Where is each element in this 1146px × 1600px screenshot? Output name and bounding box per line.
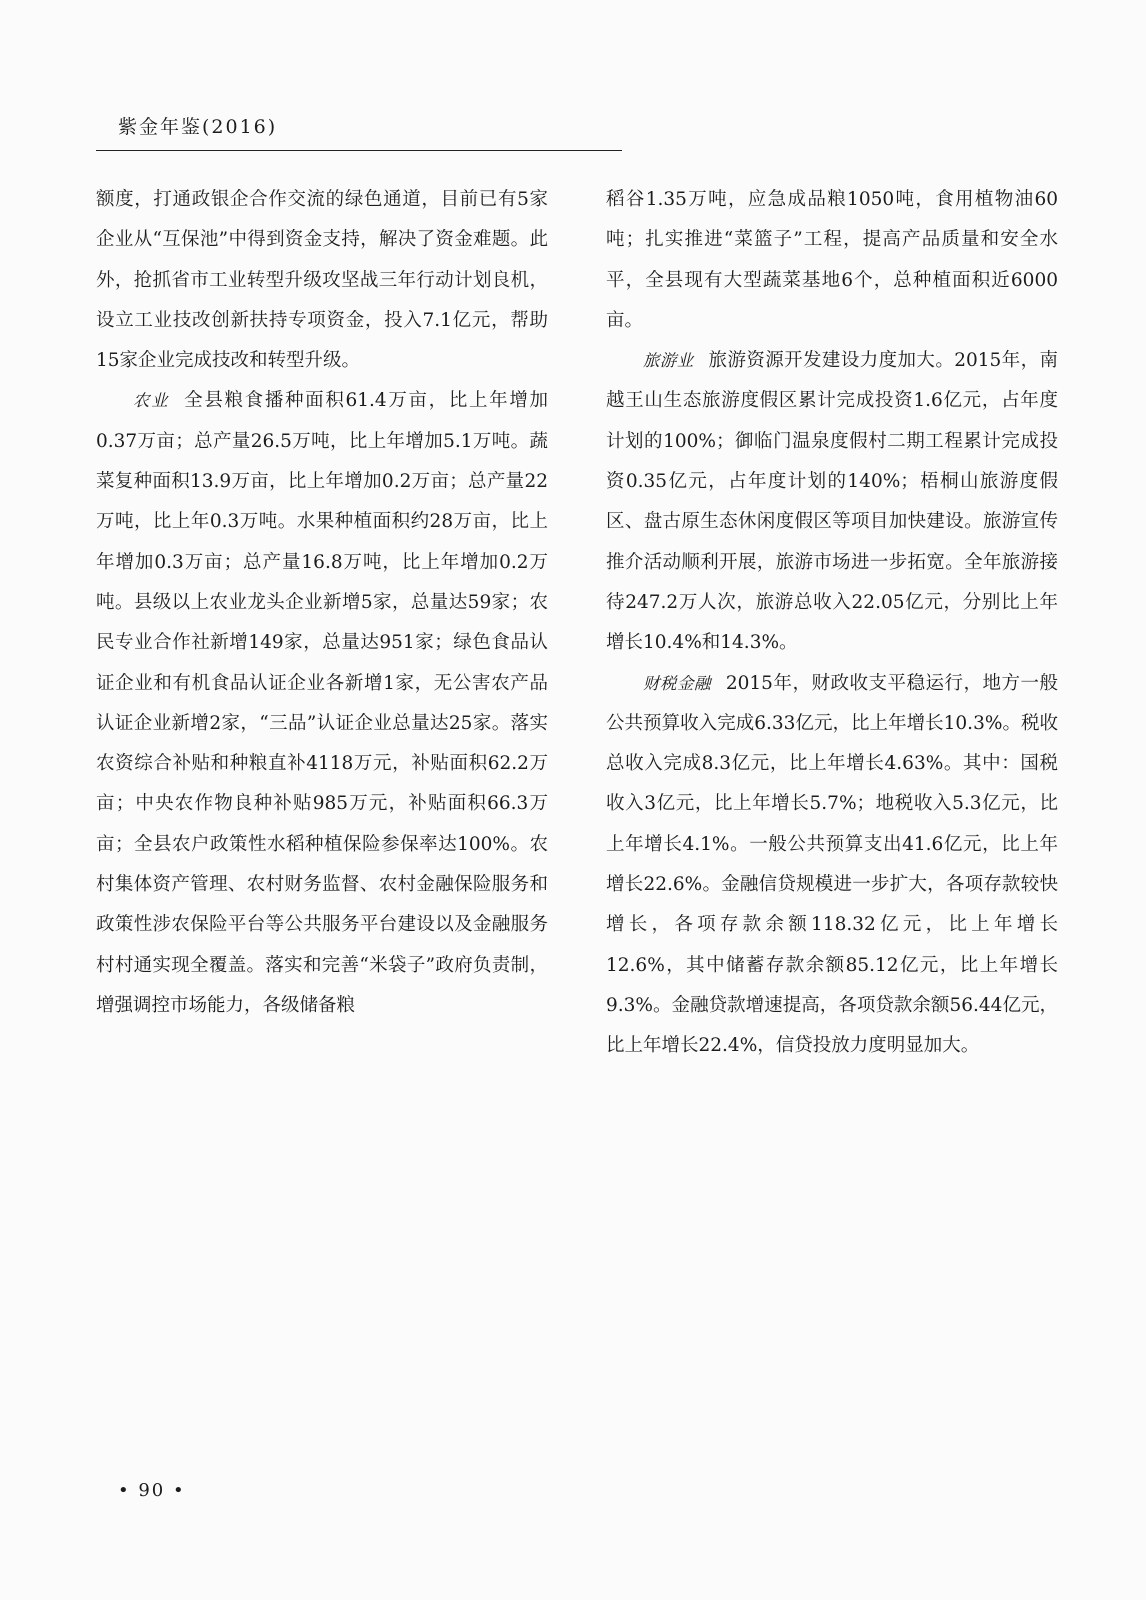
- section-label-tourism: 旅游业: [643, 351, 694, 371]
- agriculture-text: 全县粮食播种面积61.4万亩，比上年增加0.37万亩；总产量26.5万吨，比上年增加5.1万吨。蔬菜复种面积13.9万亩，比上年增加0.2万亩；总产量22万吨，比上年0.3万吨。水果种植面积约28万亩，比上年增加0.3万亩；总产量16.8万吨，比上年增加0.2万吨。县级以上农业龙头企业新增5家，总量达59家；农民专业合作社新增149家，总量达951家；绿色食品认证企业和有机食品认证企业各新增1家，无公害农产品认证企业新增2家，“三品”认证企业总量达25家。落实农资综合补贴和种粮直补4118万元，补贴面积62.2万亩；中央农作物良种补贴985万元，补贴面积66.3万亩；全县农户政策性水稻种植保险参保率达100%。农村集体资产管理、农村财务监督、农村金融保险服务和政策性涉农保险平台等公共服务平台建设以及金融服务村村通实现全覆盖。落实和完善“米袋子”政府负责制，增强调控市场能力，各级储备粮: [96, 390, 548, 1016]
- paragraph-continued-left: 额度，打通政银企合作交流的绿色通道，目前已有5家企业从“互保池”中得到资金支持，解决了资金难题。此外，抢抓省市工业转型升级攻坚战三年行动计划良机，设立工业技改创新扶持专项资金，投入7.1亿元，帮助15家企业完成技改和转型升级。: [96, 189, 548, 372]
- page-number: • 90 •: [118, 1480, 186, 1501]
- paragraph-tourism: [606, 341, 1058, 663]
- paragraph-finance: [606, 664, 1058, 1067]
- header-rule: [96, 150, 622, 151]
- section-label-finance: 财税金融: [643, 673, 712, 693]
- section-label-agriculture: 农业: [133, 391, 170, 411]
- tourism-text: 旅游资源开发建设力度加大。2015年，南越王山生态旅游度假区累计完成投资1.6亿元，占年度计划的100%；御临门温泉度假村二期工程累计完成投资0.35亿元，占年度计划的140%；梧桐山旅游度假区、盘古原生态休闲度假区等项目加快建设。旅游宣传推介活动顺利开展，旅游市场进一步拓宽。全年旅游接待247.2万人次，旅游总收入22.05亿元，分别比上年增长10.4%和14.3%。: [606, 350, 1058, 654]
- left-column: [96, 180, 548, 1026]
- paragraph-agriculture: [96, 381, 548, 1026]
- finance-text: 2015年，财政收支平稳运行，地方一般公共预算收入完成6.33亿元，比上年增长10.3%。税收总收入完成8.3亿元，比上年增长4.63%。其中：国税收入3亿元，比上年增长5.7%；地税收入5.3亿元，比上年增长4.1%。一般公共预算支出41.6亿元，比上年增长22.6%。金融信贷规模进一步扩大，各项存款较快增长，各项存款余额118.32亿元，比上年增长12.6%，其中储蓄存款余额85.12亿元，比上年增长9.3%。金融贷款增速提高，各项贷款余额56.44亿元，比上年增长22.4%，信贷投放力度明显加大。: [606, 672, 1058, 1057]
- header-title: 紫金年鉴(2016): [118, 116, 278, 138]
- right-column: [606, 180, 1058, 1067]
- paragraph-continued-right: 稻谷1.35万吨，应急成品粮1050吨，食用植物油60吨；扎实推进“菜篮子”工程，提高产品质量和安全水平，全县现有大型蔬菜基地6个，总种植面积近6000亩。: [606, 189, 1058, 331]
